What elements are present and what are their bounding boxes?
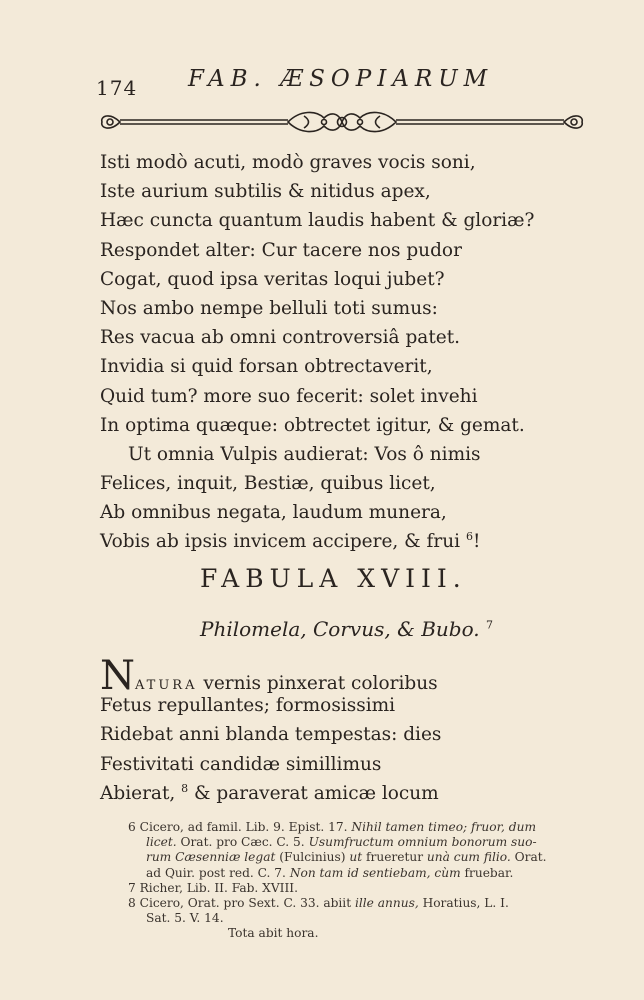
footnote-line: 7 Richer, Lib. II. Fab. XVIII.	[128, 880, 298, 895]
note-text: Orat.	[514, 850, 547, 865]
verse-line-first	[100, 653, 540, 699]
drop-cap: N	[100, 653, 135, 699]
page-header	[96, 64, 566, 98]
footnote-ref: 7	[486, 618, 494, 632]
fable-subtitle-text: Philomela, Corvus, & Bubo.	[200, 617, 480, 641]
note-text: frueretur	[366, 850, 424, 865]
note-italic: Nihil tamen timeo; fruor, dum	[351, 820, 537, 834]
verse-line: Ut omnia Vulpis audierat: Vos ô nimis	[128, 443, 481, 465]
note-text: Orat. pro Cæc. C. 5.	[180, 835, 305, 850]
verse-line: Ab omnibus negata, laudum munera,	[100, 502, 447, 524]
verse-line: Felices, inquit, Bestiæ, quibus licet,	[100, 473, 436, 495]
verse-line-last	[100, 527, 540, 556]
verse-line: Quid tum? more suo fecerit: solet invehi	[100, 385, 478, 407]
verse-line: Fetus repullantes; formosissimi	[100, 695, 396, 717]
page-number: 174	[96, 76, 138, 100]
verse-block-top	[100, 148, 540, 557]
note-text: ad Quir. post red. C. 7.	[146, 865, 286, 880]
footnote-line: Sat. 5. V. 14.	[146, 911, 224, 926]
footnote-line	[128, 896, 628, 911]
verse-line: Festivitati candidæ simillimus	[100, 753, 382, 775]
note-italic: rum Cæsenniæ legat	[146, 850, 276, 865]
verse-line: Respondet alter: Cur tacere nos pudor	[100, 239, 462, 261]
fable-subtitle	[200, 617, 493, 641]
verse-line: In optima quæque: obtrectet igitur, & gemat.	[100, 414, 525, 436]
small-caps-word: ATURA	[135, 678, 198, 693]
verse-line-last	[100, 779, 540, 808]
verse-text: vernis pinxerat coloribus	[197, 673, 438, 694]
verse-punct: !	[472, 531, 481, 553]
note-italic: licet.	[146, 835, 177, 850]
footnote-line	[128, 835, 628, 850]
footnote-ref: 8	[181, 781, 189, 795]
note-text: 8 Cicero, Orat. pro Sext. C. 33. abiit	[128, 895, 352, 910]
note-italic: Non tam id sentiebam,	[289, 865, 431, 880]
verse-text: Vobis ab ipsis invicem accipere, & frui	[100, 531, 461, 553]
note-italic: Usumfructum omnium bonorum suo-	[308, 835, 537, 850]
running-title: FAB. ÆSOPIARUM	[188, 66, 494, 92]
decorative-ornament-icon	[98, 106, 586, 138]
verse-line: Iste aurium subtilis & nitidus apex,	[100, 181, 431, 203]
verse-line: Res vacua ab omni controversiâ patet.	[100, 327, 461, 349]
footnote-line	[128, 866, 628, 881]
footnotes	[128, 820, 628, 942]
note-italic: ille annus,	[354, 895, 419, 910]
verse-line: Ridebat anni blanda tempestas: dies	[100, 724, 442, 746]
footnote-ref: 6	[465, 530, 473, 544]
note-italic: unà cum filio.	[426, 850, 511, 865]
footnote-line: Tota abit hora.	[228, 926, 319, 941]
footnote-line	[128, 850, 628, 865]
fable-title: FABULA XVIII.	[200, 564, 467, 593]
verse-line: Nos ambo nempe belluli toti sumus:	[100, 297, 438, 319]
verse-line: Cogat, quod ipsa veritas loqui jubet?	[100, 268, 445, 290]
note-text: (Fulcinius)	[279, 850, 346, 865]
note-text: 6 Cicero, ad famil. Lib. 9. Epist. 17.	[128, 820, 348, 834]
verse-text: & paraverat amicæ locum	[194, 782, 439, 804]
verse-text: Abierat,	[100, 782, 176, 804]
footnote-line	[128, 820, 628, 835]
note-italic: cùm	[434, 865, 461, 880]
verse-block-bottom	[100, 653, 540, 808]
note-italic: ut	[349, 850, 363, 865]
verse-line: Hæc cuncta quantum laudis habent & gloriæ?	[100, 210, 535, 232]
note-text: Horatius, L. I.	[422, 895, 509, 910]
verse-line: Isti modò acuti, modò graves vocis soni,	[100, 152, 476, 173]
verse-line: Invidia si quid forsan obtrectaverit,	[100, 356, 433, 378]
note-text: fruebar.	[464, 865, 514, 880]
